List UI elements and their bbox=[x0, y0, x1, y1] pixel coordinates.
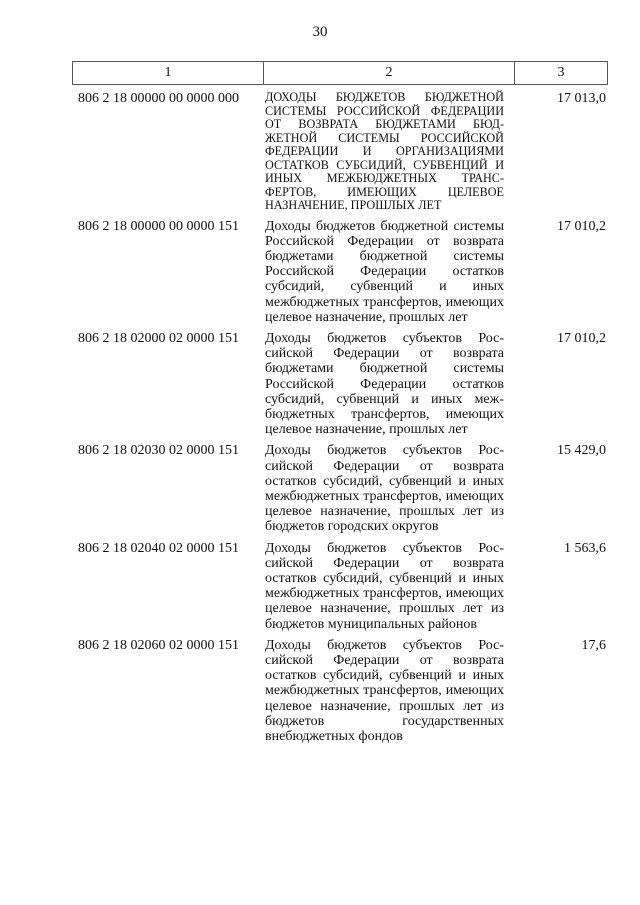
row-description: ДОХОДЫ БЮДЖЕТОВ БЮДЖЕТНОЙ СИСТЕМЫ РОССИЙСКОЙ ФЕДЕРАЦИИ ОТ ВОЗВРАТА БЮДЖЕТАМИ БЮДЖЕТНОЙ СИСТЕМЫ РОССИЙСКОЙ ФЕДЕРАЦИИ И ОРГАНИЗАЦИЯМИ ОСТАТКОВ СУБСИДИЙ, СУБВЕНЦИЙ И ИНЫХ МЕЖБЮДЖЕТНЫХ ТРАНСФЕРТОВ, ИМЕЮЩИХ ЦЕЛЕВОЕ НАЗНАЧЕНИЕ, ПРОШЛЫХ ЛЕТ bbox=[265, 90, 504, 212]
row-amount: 17 013,0 bbox=[557, 91, 606, 106]
row-description: Доходы бюджетов субъектов Российской Федерации от возврата бюджетами бюджетной системы Российской Федерации остатков субсидий, субвенций и иных межбюджетных трансфертов, имеющих целевое назначение, прошлых лет bbox=[265, 330, 504, 438]
table-row bbox=[72, 638, 608, 744]
header-col-2: 2 bbox=[264, 62, 515, 84]
page-number: 30 bbox=[312, 24, 328, 40]
row-code: 806 2 18 00000 00 0000 000 bbox=[78, 91, 239, 106]
table-header bbox=[72, 61, 608, 85]
table-row bbox=[72, 541, 608, 632]
header-col-1: 1 bbox=[73, 62, 264, 84]
row-code: 806 2 18 02000 02 0000 151 bbox=[78, 330, 239, 346]
row-code: 806 2 18 00000 00 0000 151 bbox=[78, 218, 239, 234]
row-amount: 15 429,0 bbox=[557, 443, 606, 459]
row-amount: 1 563,6 bbox=[564, 540, 606, 556]
row-amount: 17 010,2 bbox=[557, 330, 606, 346]
row-description: Доходы бюджетов субъектов Российской Федерации от возврата остатков субсидий, субвенций и иных межбюджетных трансфертов, имеющих целевое назначение, прошлых лет из бюджетов городских округов bbox=[265, 443, 504, 535]
table-row bbox=[72, 443, 608, 534]
row-amount: 17 010,2 bbox=[557, 218, 606, 234]
row-description: Доходы бюджетов субъектов Российской Федерации от возврата остатков субсидий, субвенций и иных межбюджетных трансфертов, имеющих целевое назначение, прошлых лет из бюджетов муниципальных районов bbox=[265, 540, 504, 632]
table-row bbox=[72, 91, 608, 213]
header-col-3: 3 bbox=[557, 65, 565, 80]
budget-table bbox=[72, 61, 608, 744]
row-code: 806 2 18 02030 02 0000 151 bbox=[78, 443, 239, 459]
row-code: 806 2 18 02040 02 0000 151 bbox=[78, 540, 239, 556]
row-description: Доходы бюджетов бюджетной системы Российской Федерации от возврата бюджетами бюджетной системы Российской Федерации остатков субсидий, субвенций и иных межбюджетных трансфертов, имеющих целевое назначение, прошлых лет bbox=[265, 218, 504, 325]
row-description: Доходы бюджетов субъектов Российской Федерации от возврата остатков субсидий, субвенций и иных межбюджетных трансфертов, имеющих целевое назначение, прошлых лет из бюджетов государственных внебюджетных фондов bbox=[265, 637, 504, 744]
row-amount: 17,6 bbox=[581, 637, 606, 653]
table-row bbox=[72, 331, 608, 437]
row-code: 806 2 18 02060 02 0000 151 bbox=[78, 637, 239, 653]
table-row bbox=[72, 219, 608, 325]
